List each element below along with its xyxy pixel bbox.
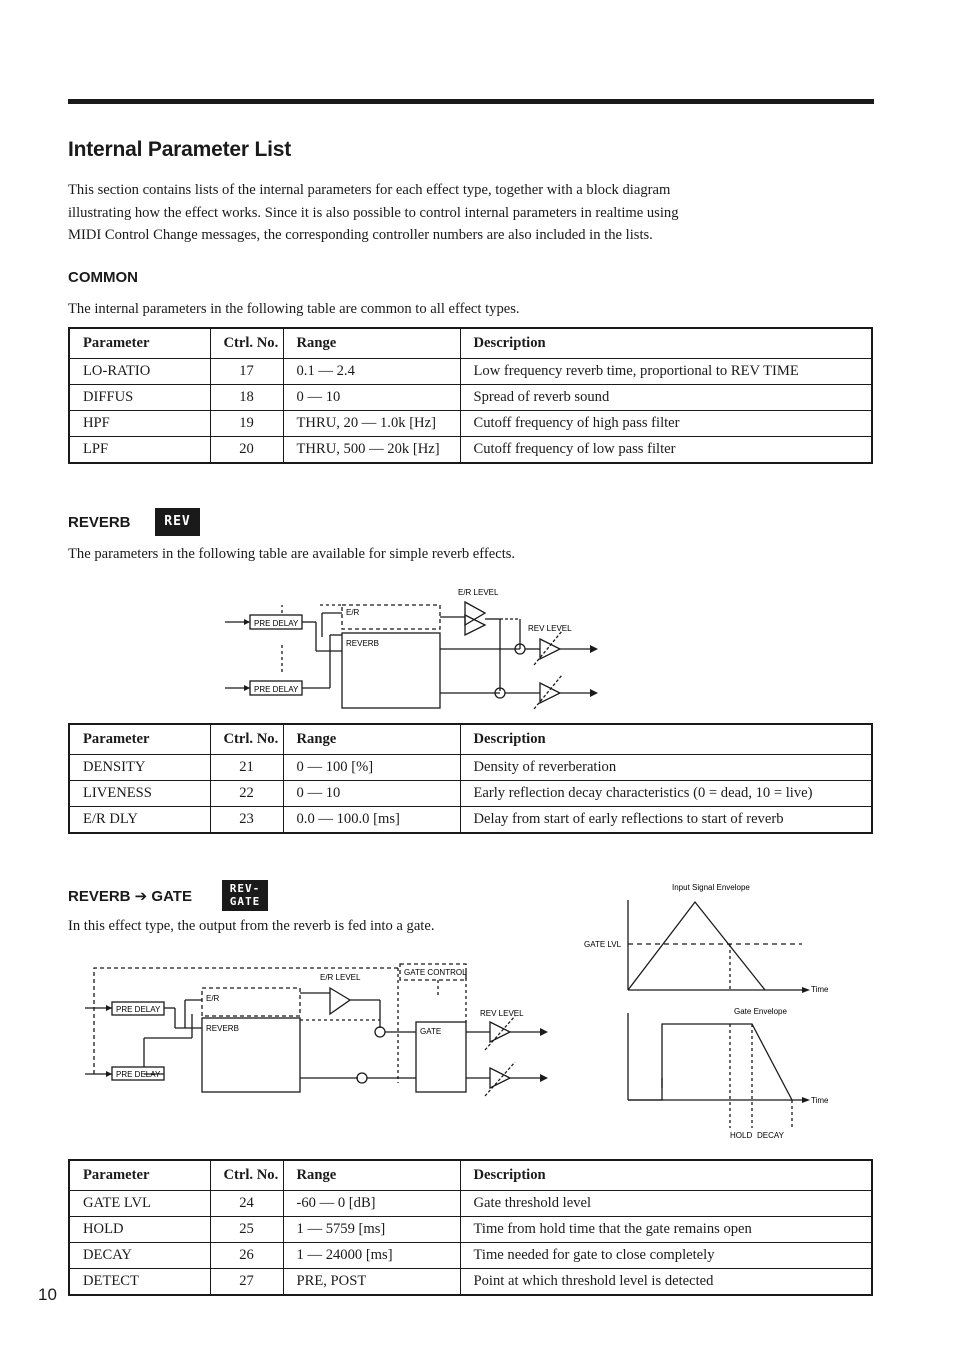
table-row — [69, 437, 872, 464]
gate-envelope-title: Gate Envelope — [734, 1007, 787, 1016]
cell: Time needed for gate to close completely — [460, 1243, 872, 1269]
table-row — [69, 1243, 872, 1269]
cell: LPF — [69, 437, 210, 464]
cell: DIFFUS — [69, 385, 210, 411]
decay-label: DECAY — [757, 1131, 784, 1140]
reverb-gate-table — [68, 1159, 873, 1296]
reverb-gate-heading: REVERB ➔ GATE — [68, 888, 192, 905]
col-header: Range — [283, 328, 460, 359]
top-rule — [68, 99, 874, 104]
cell: THRU, 500 — 20k [Hz] — [283, 437, 460, 464]
cell: Point at which threshold level is detected — [460, 1269, 872, 1296]
lcd-line: REV- — [229, 882, 261, 895]
table-header-row — [69, 328, 872, 359]
er-level-label: E/R LEVEL — [458, 588, 499, 597]
cell: 0 — 100 [%] — [283, 755, 460, 781]
col-header: Range — [283, 1160, 460, 1191]
cell: HPF — [69, 411, 210, 437]
col-header: Description — [460, 1160, 872, 1191]
table-row — [69, 807, 872, 834]
cell: 23 — [210, 807, 283, 834]
table-row — [69, 359, 872, 385]
cell: THRU, 20 — 1.0k [Hz] — [283, 411, 460, 437]
reverb-heading: REVERB — [68, 514, 131, 531]
cell: Cutoff frequency of high pass filter — [460, 411, 872, 437]
cell: 0 — 10 — [283, 385, 460, 411]
col-header: Parameter — [69, 724, 210, 755]
cell: 0.1 — 2.4 — [283, 359, 460, 385]
cell: 0.0 — 100.0 [ms] — [283, 807, 460, 834]
common-description: The internal parameters in the following table are common to all effect types. — [68, 301, 520, 317]
input-envelope-title: Input Signal Envelope — [672, 883, 750, 892]
cell: 19 — [210, 411, 283, 437]
gate-control-label: GATE CONTROL — [404, 968, 467, 977]
table-row — [69, 1217, 872, 1243]
reverb-block-diagram — [220, 585, 600, 715]
gate-lvl-label: GATE LVL — [584, 940, 622, 949]
cell: Density of reverberation — [460, 755, 872, 781]
cell: 26 — [210, 1243, 283, 1269]
cell: E/R DLY — [69, 807, 210, 834]
reverb-block-label: REVERB — [206, 1024, 239, 1033]
cell: Gate threshold level — [460, 1191, 872, 1217]
page-number: 10 — [38, 1285, 57, 1304]
cell: 22 — [210, 781, 283, 807]
rev-level-label: REV LEVEL — [480, 1009, 524, 1018]
table-header-row — [69, 724, 872, 755]
hold-label: HOLD — [730, 1131, 753, 1140]
cell: HOLD — [69, 1217, 210, 1243]
cell: 17 — [210, 359, 283, 385]
col-header: Parameter — [69, 1160, 210, 1191]
cell: DECAY — [69, 1243, 210, 1269]
cell: LO-RATIO — [69, 359, 210, 385]
table-row — [69, 781, 872, 807]
cell: Spread of reverb sound — [460, 385, 872, 411]
cell: Early reflection decay characteristics (0 = dead, 10 = live) — [460, 781, 872, 807]
cell: 1 — 24000 [ms] — [283, 1243, 460, 1269]
reverb-gate-description: In this effect type, the output from the reverb is fed into a gate. — [68, 918, 435, 934]
cell: 24 — [210, 1191, 283, 1217]
common-heading: COMMON — [68, 269, 138, 286]
cell: Time from hold time that the gate remains open — [460, 1217, 872, 1243]
reverb-gate-block-diagram — [80, 958, 555, 1098]
reverb-table — [68, 723, 873, 834]
cell: GATE LVL — [69, 1191, 210, 1217]
reverb-description: The parameters in the following table are available for simple reverb effects. — [68, 546, 516, 562]
reverb-lcd-icon: REV — [155, 508, 200, 536]
cell: 20 — [210, 437, 283, 464]
cell: 27 — [210, 1269, 283, 1296]
cell: Delay from start of early reflections to start of reverb — [460, 807, 872, 834]
table-header-row — [69, 1160, 872, 1191]
reverb-block-label: REVERB — [346, 639, 379, 648]
col-header: Ctrl. No. — [210, 328, 283, 359]
col-header: Description — [460, 724, 872, 755]
reverb-gate-lcd-icon — [222, 880, 268, 911]
intro-paragraph — [68, 179, 748, 247]
er-label: E/R — [346, 608, 360, 617]
rev-level-label: REV LEVEL — [528, 624, 572, 633]
common-table — [68, 327, 873, 464]
col-header: Ctrl. No. — [210, 1160, 283, 1191]
col-header: Parameter — [69, 328, 210, 359]
col-header: Description — [460, 328, 872, 359]
table-row — [69, 755, 872, 781]
col-header: Range — [283, 724, 460, 755]
pre-delay-label: PRE DELAY — [254, 685, 299, 694]
intro-line: This section contains lists of the internal parameters for each effect type, together with a block diagram — [68, 182, 671, 198]
intro-line: MIDI Control Change messages, the corresponding controller numbers are also included in the lists. — [68, 227, 653, 243]
cell: 25 — [210, 1217, 283, 1243]
cell: DENSITY — [69, 755, 210, 781]
cell: Cutoff frequency of low pass filter — [460, 437, 872, 464]
cell: 21 — [210, 755, 283, 781]
time-axis-label: Time — [811, 985, 829, 994]
cell: PRE, POST — [283, 1269, 460, 1296]
er-level-label: E/R LEVEL — [320, 973, 361, 982]
lcd-line: GATE — [229, 895, 261, 908]
table-row — [69, 411, 872, 437]
cell: LIVENESS — [69, 781, 210, 807]
table-row — [69, 1269, 872, 1296]
gate-envelope-diagram — [580, 878, 840, 1143]
pre-delay-label: PRE DELAY — [116, 1005, 161, 1014]
col-header: Ctrl. No. — [210, 724, 283, 755]
cell: Low frequency reverb time, proportional to REV TIME — [460, 359, 872, 385]
pre-delay-label: PRE DELAY — [116, 1070, 161, 1079]
intro-line: illustrating how the effect works. Since it is also possible to control internal parameters in realtime using — [68, 204, 679, 221]
cell: 1 — 5759 [ms] — [283, 1217, 460, 1243]
table-row — [69, 1191, 872, 1217]
page-title: Internal Parameter List — [68, 138, 291, 161]
time-axis-label: Time — [811, 1096, 829, 1105]
er-label: E/R — [206, 994, 220, 1003]
cell: DETECT — [69, 1269, 210, 1296]
cell: 0 — 10 — [283, 781, 460, 807]
cell: -60 — 0 [dB] — [283, 1191, 460, 1217]
table-row — [69, 385, 872, 411]
pre-delay-label: PRE DELAY — [254, 619, 299, 628]
gate-block-label: GATE — [420, 1027, 442, 1036]
cell: 18 — [210, 385, 283, 411]
